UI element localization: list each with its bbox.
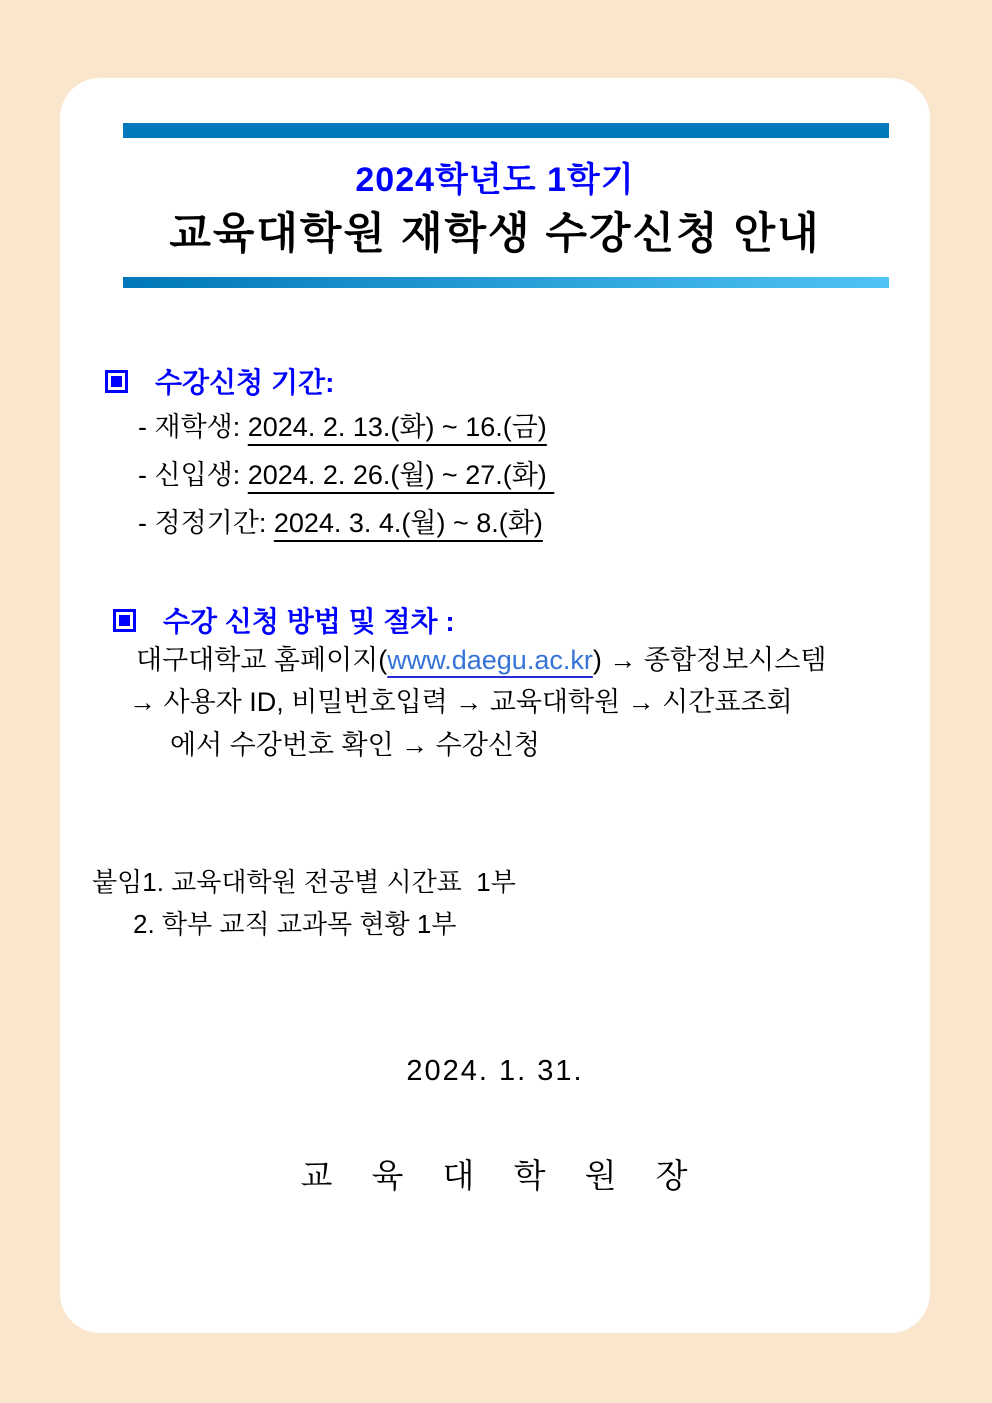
procedure-text: 대구대학교 홈페이지( [136,645,388,675]
square-bullet-inner-icon [111,376,122,387]
signature-dean-of-graduate-school: 교 육 대 학 원 장 [300,1157,690,1194]
square-bullet-inner-icon [119,615,130,626]
document-subtitle: 교육대학원 재학생 수강신청 안내 [169,210,821,258]
date-range-correction-period: 2024. 3. 4.(월) ~ 8.(화) [273,508,543,538]
list-item-label: - 신입생: [138,460,248,490]
document-title: 2024학년도 1학기 [355,161,635,199]
list-item-new-students [138,460,554,491]
header-gradient-bar [123,277,889,288]
date-range-current-students: 2024. 2. 13.(화) ~ 16.(금) [247,412,547,442]
section-heading-registration-period [105,361,334,401]
list-item-current-students [138,412,547,443]
attachment-line-1: 붙임1. 교육대학원 전공별 시간표 1부 [92,867,516,897]
procedure-line-3: 에서 수강번호 확인 → 수강신청 [170,730,540,760]
issue-date: 2024. 1. 31. [406,1055,584,1087]
list-item-label: - 정정기간: [138,508,274,538]
section-heading-registration-method [113,600,455,640]
header-top-bar [123,123,889,138]
attachment-line-2: 2. 학부 교직 교과목 현황 1부 [133,909,457,939]
square-bullet-icon [113,609,136,632]
section-heading-label: 수강 신청 방법 및 절차 : [163,606,455,637]
section-heading-label: 수강신청 기간: [155,367,335,398]
date-range-new-students: 2024. 2. 26.(월) ~ 27.(화) [247,460,555,490]
square-bullet-icon [105,370,128,393]
list-item-label: - 재학생: [138,412,248,442]
procedure-line-2: → 사용자 ID, 비밀번호입력 → 교육대학원 → 시간표조회 [129,687,793,717]
list-item-correction-period [138,508,543,539]
document-panel [60,78,930,1333]
procedure-line-1 [136,645,826,676]
homepage-link[interactable]: www.daegu.ac.kr [387,645,593,675]
procedure-text: ) → 종합정보시스템 [592,645,827,675]
